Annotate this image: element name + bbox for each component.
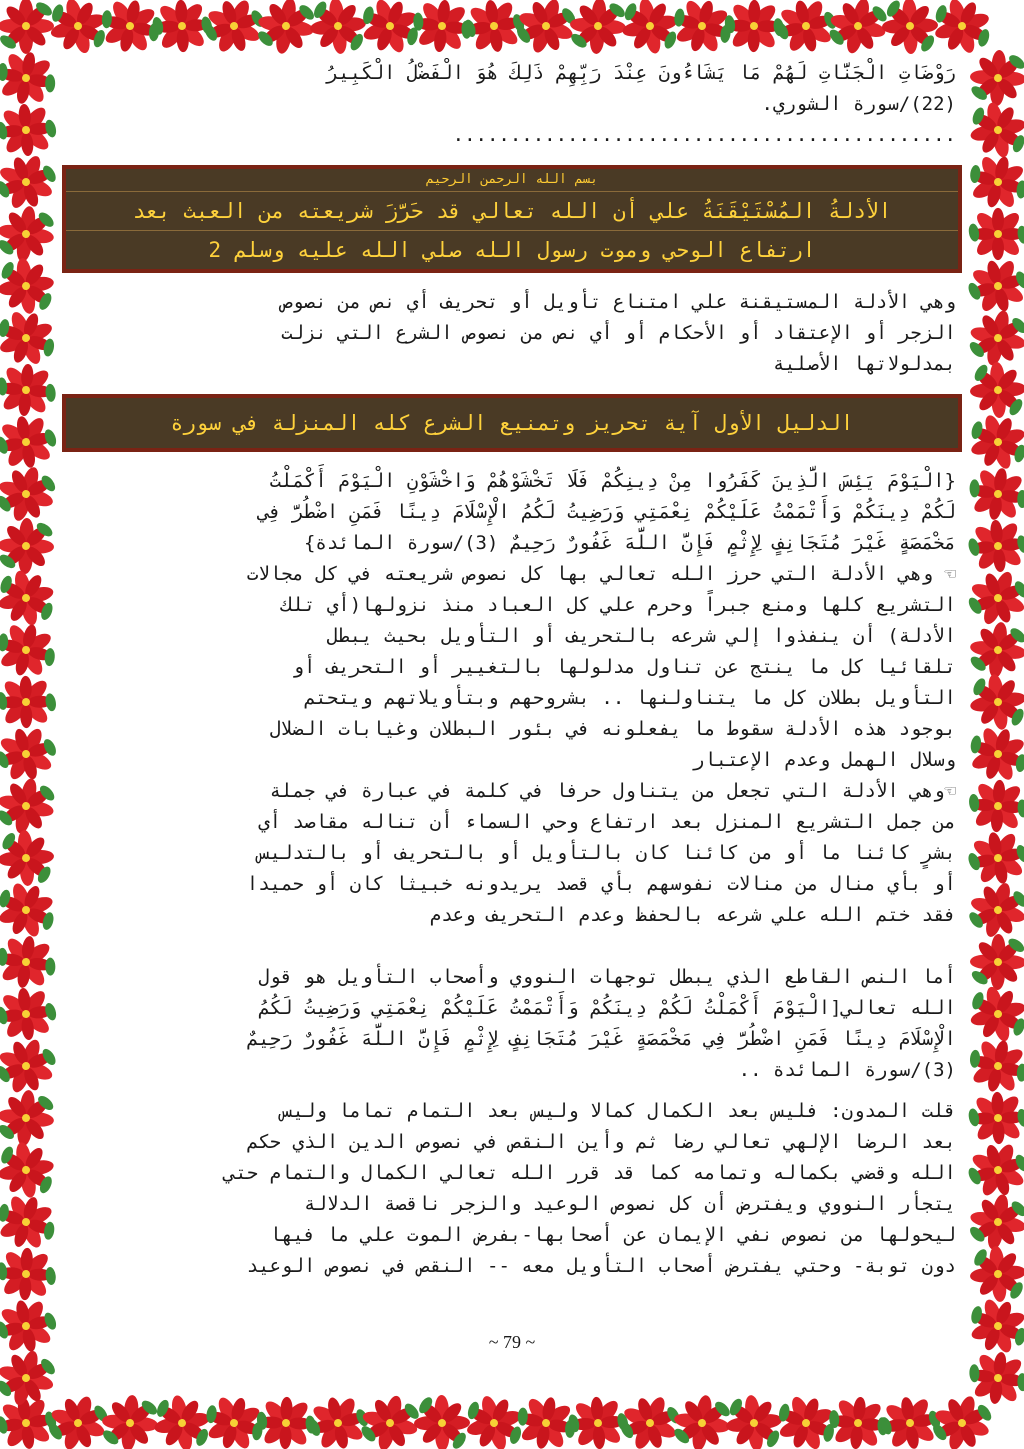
poinsettia-flower-icon: [0, 1137, 58, 1202]
poinsettia-flower-icon: [960, 1132, 1024, 1208]
poinsettia-flower-icon: [969, 360, 1024, 419]
poinsettia-flower-icon: [0, 828, 56, 888]
poinsettia-flower-icon: [961, 561, 1024, 635]
poinsettia-flower-icon: [723, 1392, 785, 1449]
paragraph-line: وسلال الهمل وعدم الإعتبار: [692, 749, 956, 771]
poinsettia-flower-icon: [355, 1389, 424, 1449]
paragraph-line: دون توبة- وحتي يفترض أصحاب التأويل معه -- النقص في نصوص الوعيد: [246, 1255, 956, 1277]
paragraph-line: التشريع كلها ومنع جبراً وحرم علي كل العباد منذ نزولها(أي تلك: [281, 594, 956, 616]
paragraph-line: الزجر أو الإعتقاد أو الأحكام أو أي نص من نصوص الشرع التي نزلت: [281, 322, 956, 344]
poinsettia-flower-icon: [0, 1343, 61, 1412]
poinsettia-flower-icon: [568, 0, 628, 56]
basmala: بسم الله الرحمن الرحيم: [425, 172, 599, 187]
first-evidence-banner: [62, 394, 962, 452]
section-title-banner: [62, 165, 962, 273]
poinsettia-flower-icon: [0, 662, 66, 742]
poinsettia-flower-icon: [253, 0, 318, 58]
section-title-line-2: ارتفاع الوحي وموت رسول الله صلي الله عليه وسلم 2: [66, 230, 958, 269]
poinsettia-flower-icon: [967, 619, 1024, 681]
poinsettia-flower-icon: [926, 1387, 998, 1449]
paragraph-first-point: [68, 559, 956, 776]
paragraph-line: (3)/سورة المائدة ..: [738, 1059, 956, 1081]
paragraph-line: يتجأر النووي ويفترض أن كل نصوص الوعيد والزجر ناقصة الدلالة: [303, 1193, 956, 1215]
poinsettia-flower-icon: [958, 506, 1024, 585]
poinsettia-flower-icon: [959, 819, 1024, 897]
poinsettia-flower-icon: [968, 1243, 1024, 1304]
surah-reference: (22)/سورة الشوري.: [761, 93, 956, 115]
poinsettia-flower-icon: [959, 1027, 1024, 1104]
poinsettia-flower-icon: [969, 934, 1024, 991]
poinsettia-flower-icon: [0, 39, 65, 117]
poinsettia-flower-icon: [964, 96, 1024, 164]
paragraph-line: ☜وهي الأدلة التي تجعل من يتناول حرفا في كلمة في عبارة في جملة: [269, 780, 956, 802]
poinsettia-flower-icon: [0, 773, 59, 840]
paragraph-line: التأويل بطلان كل ما يتناولنها .. بشروحهم وبتأويلاتهم ويتحتم: [303, 687, 956, 709]
poinsettia-flower-icon: [927, 0, 998, 62]
poinsettia-flower-icon: [962, 406, 1024, 478]
poinsettia-flower-icon: [0, 517, 55, 575]
poinsettia-flower-icon: [959, 455, 1024, 533]
poinsettia-flower-icon: [824, 0, 892, 60]
poinsettia-flower-icon: [968, 49, 1024, 108]
quran-verse: [68, 466, 956, 559]
poinsettia-flower-icon: [307, 0, 369, 57]
section-title-line-1: الأدلةُ المُسْتَيْقَنَةُ علي أن الله تعالي قد حَرَّزَ شريعته من العبث بعد: [66, 191, 958, 230]
poinsettia-flower-icon: [965, 1189, 1024, 1255]
poinsettia-flower-icon: [961, 717, 1024, 792]
poinsettia-flower-icon: [0, 1087, 57, 1149]
paragraph-line: الْإِسْلَامَ دِينًا فَمَنِ اضْطُرَّ فِي مَخْمَصَةٍ غَيْرَ مُتَجَانِفٍ لِإِثْمٍ فَإِنَّ اللَّهَ غَفُورٌ رَحِيمٌ: [246, 1028, 956, 1050]
poinsettia-flower-icon: [99, 1393, 160, 1449]
paragraph-line: بمدلولاتها الأصلية: [772, 353, 956, 375]
intro-paragraph: [68, 287, 956, 380]
first-evidence-title: الدليل الأول آية تحريز وتمنيع الشرع كله المنزلة في سورة: [170, 411, 854, 435]
paragraph-line: الله تعالي[الْيَوْمَ أَكْمَلْتُ لَكُمْ دِينَكُمْ وَأَتْمَمْتُ عَلَيْكُمْ نِعْمَتِي وَرَضِيتُ لَكُمُ: [258, 997, 956, 1019]
verse-line: لَكُمْ دِينَكُمْ وَأَتْمَمْتُ عَلَيْكُمْ نِعْمَتِي وَرَضِيتُ لَكُمُ الْإِسْلَامَ دِينًا فَمَنِ اضْطُرَّ فِي: [258, 501, 956, 523]
page-number: ~ 79 ~: [488, 1332, 536, 1352]
paragraph-line: بوجود هذه الأدلة سقوط ما يفعلونه في بئور البطلان وغيابات الضلال: [269, 718, 956, 740]
verse-line: مَخْمَصَةٍ غَيْرَ مُتَجَانِفٍ لِإِثْمٍ فَإِنَّ اللَّهَ غَفُورٌ رَحِيمٌ (3)/سورة المائدة}: [303, 532, 956, 554]
poinsettia-flower-icon: [0, 874, 62, 946]
poinsettia-flower-icon: [0, 459, 62, 530]
paragraph-line: بعد الرضا الإلهي تعالي رضا ثم وأين النقص في نصوص الدين الذي حكم: [246, 1131, 956, 1153]
paragraph-line: قلت المدون: فليس بعد الكمال كمالا وليس بعد التمام تماما وليس: [281, 1100, 956, 1122]
poinsettia-flower-icon: [0, 202, 58, 265]
poinsettia-flower-icon: [881, 0, 939, 55]
paragraph-line: الله وقضي بكماله وتمامه كما قد قرر الله تعالي الكمال والتمام حتي: [223, 1162, 956, 1184]
paragraph-line: أما النص القاطع الذي يبطل توجهات النووي وأصحاب التأويل هو قول: [258, 966, 956, 988]
paragraph-line: ☜ وهي الأدلة التي حرز الله تعالي بها كل نصوص شريعته في كل مجالات: [246, 563, 956, 585]
paragraph-second-point: [68, 776, 956, 931]
document-body: [68, 58, 956, 1388]
poinsettia-flower-icon: [510, 0, 582, 62]
dotted-separator: ............................................: [452, 124, 956, 146]
poinsettia-flower-icon: [0, 254, 58, 318]
paragraph-line: بشرٍ كائنا ما أو من كائنا كان بالتأويل أو بالتحريف أو بالتدليس: [258, 842, 956, 864]
paragraph-line: وهي الأدلة المستيقنة علي امتناع تأويل أو تحريف أي نص من نصوص: [281, 291, 956, 313]
poinsettia-flower-icon: [960, 144, 1024, 221]
poinsettia-flower-icon: [43, 0, 112, 61]
poinsettia-flower-icon: [963, 875, 1024, 945]
poinsettia-flower-icon: [414, 1394, 471, 1449]
poinsettia-flower-icon: [353, 0, 426, 63]
poinsettia-flower-icon: [0, 564, 60, 632]
paragraph-blogger-comment: [68, 1096, 956, 1282]
paragraph-line: تلقائيا كل ما ينتج عن تناول مدلولها بالتغيير أو التحريف أو: [292, 656, 956, 678]
poinsettia-flower-icon: [149, 1390, 215, 1449]
poinsettia-flower-icon: [670, 1391, 735, 1449]
paragraph-line: من جمل التشريع المنزل بعد ارتفاع وحي السماء أن تناله مقاصد أي: [258, 811, 956, 833]
poinsettia-flower-icon: [964, 979, 1024, 1048]
poinsettia-flower-icon: [964, 304, 1024, 371]
paragraph-line: ليحولها من نصوص نفي الإيمان عن أصحابها-بفرض الموت علي ما فيها: [269, 1224, 956, 1246]
paragraph-line: فقد ختم الله علي شرعه بالحفظ وعدم التحريف وعدم: [429, 904, 956, 926]
verse-line: {الْيَوْمَ يَئِسَ الَّذِينَ كَفَرُوا مِنْ دِينِكُمْ فَلَا تَخْشَوْهُمْ وَاخْشَوْنِ الْيَوْمَ أَكْمَلْتُ: [269, 470, 956, 492]
poinsettia-flower-icon: [966, 670, 1024, 735]
poinsettia-flower-icon: [617, 0, 684, 59]
paragraph-line: الأدلة) أن ينفذوا إلي شرعه بالتحريف أو التأويل بحيث يبطل: [326, 625, 956, 647]
paragraph-decisive-text: [68, 962, 956, 1086]
paragraph-line: أو بأي منال من منالات نفوسهم بأي قصد يريدونه خبيثا كان أو حميدا: [246, 873, 956, 895]
poinsettia-flower-icon: [0, 0, 54, 54]
verse-tail-line: رَوْضَاتِ الْجَنَّاتِ لَهُمْ مَا يَشَاءُونَ عِنْدَ رَبِّهِمْ ذَلِكَ هُوَ الْفَضْلُ الْكَبِيرُ: [326, 62, 956, 84]
poinsettia-flower-icon: [960, 248, 1024, 324]
